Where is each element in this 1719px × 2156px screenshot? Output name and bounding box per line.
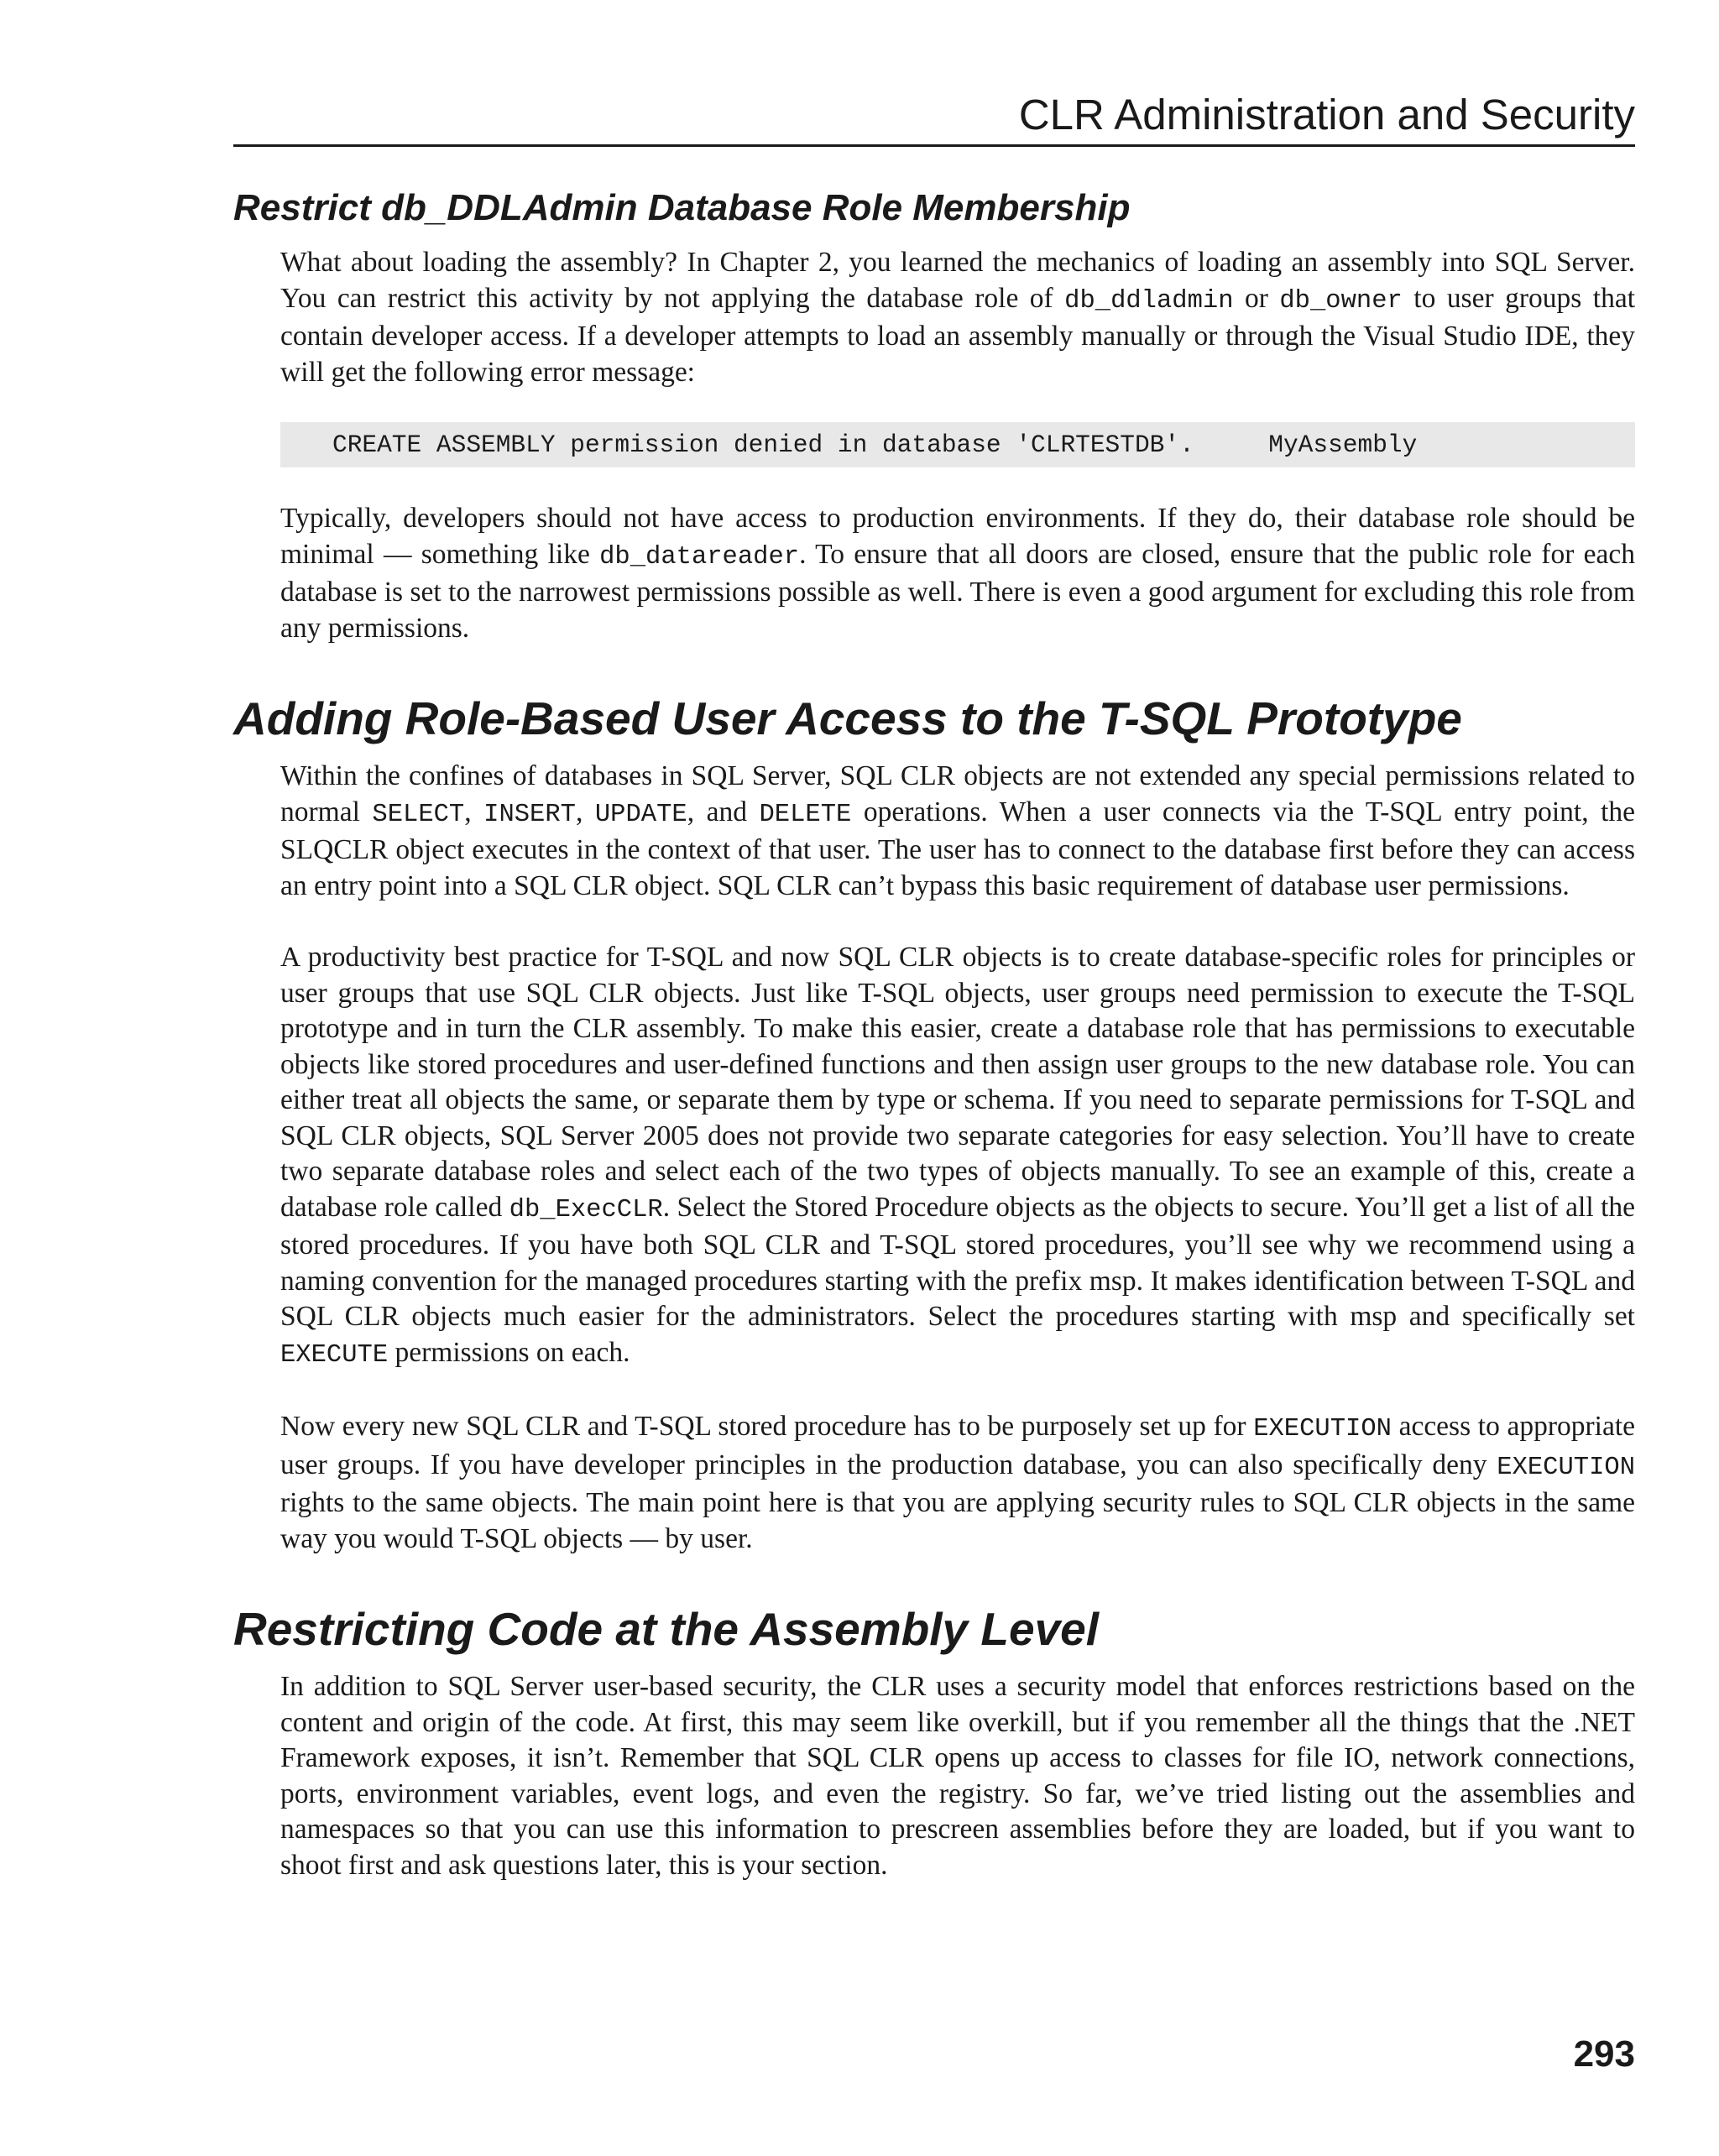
text-run: , bbox=[464, 796, 484, 827]
text-run: Typically, developers should not have access to production environments. If they do, their database role should be minimal — something like bbox=[280, 503, 1635, 570]
text-run: , and bbox=[687, 796, 760, 827]
running-header: CLR Administration and Security bbox=[1018, 91, 1635, 138]
text-run: In addition to SQL Server user-based security, the CLR uses a security model that enforces restrictions based on the content and origin of the code. At first, this may seem like overkill, but if you remember all the things that the .NET Framework exposes, it isn’t. Remember that SQL CLR opens up access to classes for file IO, network connections, ports, environment variables, event logs, and even the registry. So far, we’ve tried listing out the assemblies and namespaces so that you can use this information to prescreen assemblies before they are loaded, but if you want to shoot first and ask questions later, this is your section. bbox=[280, 1671, 1635, 1881]
paragraph bbox=[280, 245, 1635, 390]
section-heading-role-based-access: Adding Role-Based User Access to the T-SQL Prototype bbox=[233, 692, 1462, 744]
text-run: . To ensure that all doors are closed, ensure that the public role for each database is set to the narrowest permissions possible as well. There is even a good argument for excluding this role from any permissions. bbox=[280, 538, 1635, 644]
section-heading-restrict-ddladmin: Restrict db_DDLAdmin Database Role Membership bbox=[233, 187, 1131, 228]
inline-code: db_ddladmin bbox=[1064, 286, 1234, 316]
inline-code: db_owner bbox=[1279, 286, 1403, 316]
inline-code: SELECT bbox=[372, 800, 465, 829]
code-block-error-message: CREATE ASSEMBLY permission denied in database 'CLRTESTDB'. MyAssembly bbox=[280, 422, 1635, 467]
header-rule bbox=[233, 144, 1635, 147]
paragraph bbox=[280, 940, 1635, 1373]
text-run: permissions on each. bbox=[388, 1336, 630, 1368]
inline-code: INSERT bbox=[483, 800, 576, 829]
text-run: access to appropriate user groups. If you have developer principles in the production database, you can also specifically deny bbox=[280, 1411, 1636, 1480]
inline-code: EXECUTION bbox=[1253, 1415, 1392, 1443]
text-run: operations. When a user connects via the T-SQL entry point, the SLQCLR object executes in the context of that user. The user has to connect to the database first before they can access an entry point into a SQL CLR object. SQL CLR can’t bypass this basic requirement of database user permissions. bbox=[280, 796, 1636, 901]
inline-code: db_ExecCLR bbox=[509, 1195, 663, 1224]
text-run: What about loading the assembly? In Chapter 2, you learned the mechanics of loading an assembly into SQL Server. You can restrict this activity by not applying the database role of bbox=[280, 247, 1635, 314]
inline-code: EXECUTE bbox=[280, 1340, 389, 1370]
page-content bbox=[233, 183, 1635, 1883]
text-run: A productivity best practice for T-SQL and now SQL CLR objects is to create database-specific roles for principles or user groups that use SQL CLR objects. Just like T-SQL objects, user groups need permission to execute the T-SQL prototype and in turn the CLR assembly. To make this easier, create a database role that has permissions to executable objects like stored procedures and user-defined functions and then assign user groups to the new database role. You can either treat all objects the same, or separate them by type or schema. If you need to separate permissions for T-SQL and SQL CLR objects, SQL Server 2005 does not provide two separate categories for easy selection. You’ll have to create two separate database roles and select each of the two types of objects manually. To see an example of this, create a database role called bbox=[280, 942, 1635, 1223]
page-number: 293 bbox=[1573, 2033, 1635, 2075]
text-run: , bbox=[575, 796, 595, 827]
inline-code: UPDATE bbox=[594, 800, 687, 829]
text-run: rights to the same objects. The main point here is that you are applying security rules to SQL CLR objects in the same way you would T-SQL objects — by user. bbox=[280, 1487, 1635, 1554]
text-run: Now every new SQL CLR and T-SQL stored procedure has to be purposely set up for bbox=[280, 1411, 1254, 1442]
paragraph bbox=[280, 1409, 1635, 1557]
text-run: or bbox=[1233, 282, 1280, 314]
inline-code: EXECUTION bbox=[1497, 1453, 1635, 1482]
text-run: Within the confines of databases in SQL Server, SQL CLR objects are not extended any special permissions related to normal bbox=[280, 760, 1635, 827]
text-run: to user groups that contain developer access. If a developer attempts to load an assembly manually or through the Visual Studio IDE, they will get the following error message: bbox=[280, 282, 1636, 388]
paragraph bbox=[280, 759, 1635, 904]
text-run: . Select the Stored Procedure objects as the objects to secure. You’ll get a list of all the stored procedures. If you have both SQL CLR and T-SQL stored procedures, you’ll see why we recommend using a naming convention for the managed procedures starting with the prefix msp. It makes identification between T-SQL and SQL CLR objects much easier for the administrators. Select the procedures starting with msp and specifically set bbox=[280, 1191, 1635, 1332]
section-heading-restricting-code: Restricting Code at the Assembly Level bbox=[233, 1603, 1100, 1655]
paragraph bbox=[280, 501, 1635, 646]
inline-code: DELETE bbox=[759, 800, 852, 829]
paragraph bbox=[280, 1669, 1635, 1883]
inline-code: db_datareader bbox=[599, 542, 800, 572]
